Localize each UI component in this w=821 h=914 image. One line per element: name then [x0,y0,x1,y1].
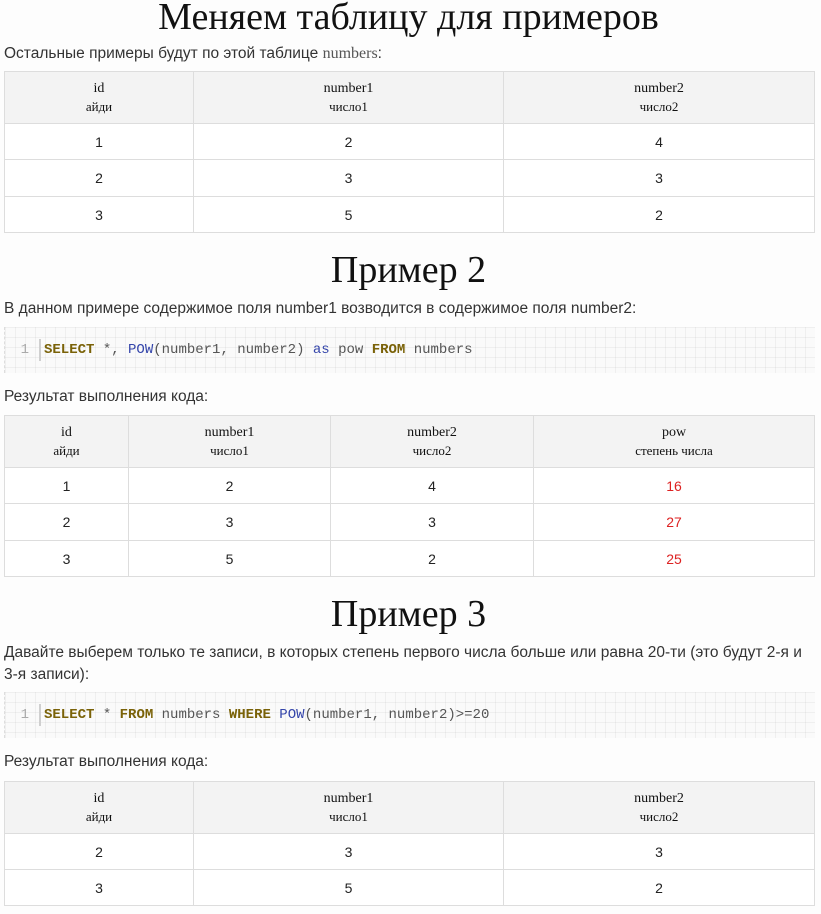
table-row [5,541,815,577]
table-cell: 3 [129,504,331,541]
table-header-row [5,416,815,468]
code-text: (number1, number2) [153,342,313,358]
section-title: Пример 2 [330,249,487,291]
code-keyword: WHERE [228,707,271,723]
line-number: 1 [20,707,29,723]
code-function: POW [279,707,305,723]
header-number2: number2 число2 [504,72,815,124]
header-number1: number1 число1 [194,72,504,124]
code-block[interactable] [4,692,815,738]
section-title: Меняем таблицу для примеров [158,0,659,38]
result-label: Результат выполнения кода: [4,753,209,770]
table-cell: 2 [504,197,815,233]
table-cell: 2 [5,834,194,870]
header-number1: number1 число1 [194,782,504,834]
header-number1: number1 число1 [129,416,331,468]
table-row [5,834,815,870]
code-text: * [94,707,120,723]
table-cell: 1 [5,124,194,160]
header-id: id айди [5,72,194,124]
table-row [5,160,815,197]
table-cell: 3 [504,834,815,870]
table-cell: 3 [194,160,504,197]
table-header-row [5,72,815,124]
table-cell: 3 [5,541,129,577]
code-block[interactable] [4,327,815,373]
table-row [5,197,815,233]
table-cell: 5 [194,870,504,906]
intro-table-name: numbers [322,45,378,62]
line-number: 1 [20,342,29,358]
result-table [4,415,815,577]
header-pow: pow степень числа [534,416,815,468]
table-cell: 4 [504,124,815,160]
code-text: numbers [153,707,229,723]
table-cell: 2 [129,468,331,504]
table-cell: 3 [5,870,194,906]
header-number2: number2 число2 [504,782,815,834]
line-gutter [39,339,41,361]
table-cell: 5 [194,197,504,233]
table-cell: 3 [504,160,815,197]
result-label: Результат выполнения кода: [4,388,209,405]
code-keyword: SELECT [44,342,95,358]
section-title: Пример 3 [330,593,487,635]
table-cell-pow: 16 [534,468,815,504]
table-cell: 2 [504,870,815,906]
table-row [5,124,815,160]
section-description: В данном примере содержимое поля number1 возводится в содержимое поля number2: [4,300,637,317]
table-cell: 3 [194,834,504,870]
table-cell: 3 [331,504,534,541]
intro-suffix: : [377,45,382,62]
intro-text-label: Остальные примеры будут по этой таблице [4,45,319,62]
table-cell: 1 [5,468,129,504]
numbers-table [4,71,815,233]
code-text: numbers [405,342,473,358]
header-id: id айди [5,782,194,834]
table-header-row [5,782,815,834]
code-keyword-as: as [312,342,330,358]
code-keyword: FROM [119,707,154,723]
table-row [5,504,815,541]
section-description: Давайте выберем только те записи, в которых степень первого числа больше или равна 20-ти (это будут 2-я и 3-я записи): [4,644,802,683]
table-cell: 5 [129,541,331,577]
intro-text [4,43,813,65]
table-cell: 3 [5,197,194,233]
header-id: id айди [5,416,129,468]
table-cell: 2 [331,541,534,577]
table-cell: 2 [194,124,504,160]
code-text: pow [329,342,372,358]
line-gutter [39,704,41,726]
table-cell: 4 [331,468,534,504]
code-function: POW [128,342,154,358]
code-line [44,340,473,360]
table-cell: 2 [5,160,194,197]
table-cell: 2 [5,504,129,541]
table-row [5,468,815,504]
table-row [5,870,815,906]
header-number2: number2 число2 [331,416,534,468]
code-keyword: FROM [371,342,406,358]
code-text: *, [94,342,129,358]
table-cell-pow: 25 [534,541,815,577]
code-text: (number1, number2)>=20 [304,707,490,723]
code-line [44,705,489,725]
table-cell-pow: 27 [534,504,815,541]
code-keyword: SELECT [44,707,95,723]
result-table [4,781,815,906]
